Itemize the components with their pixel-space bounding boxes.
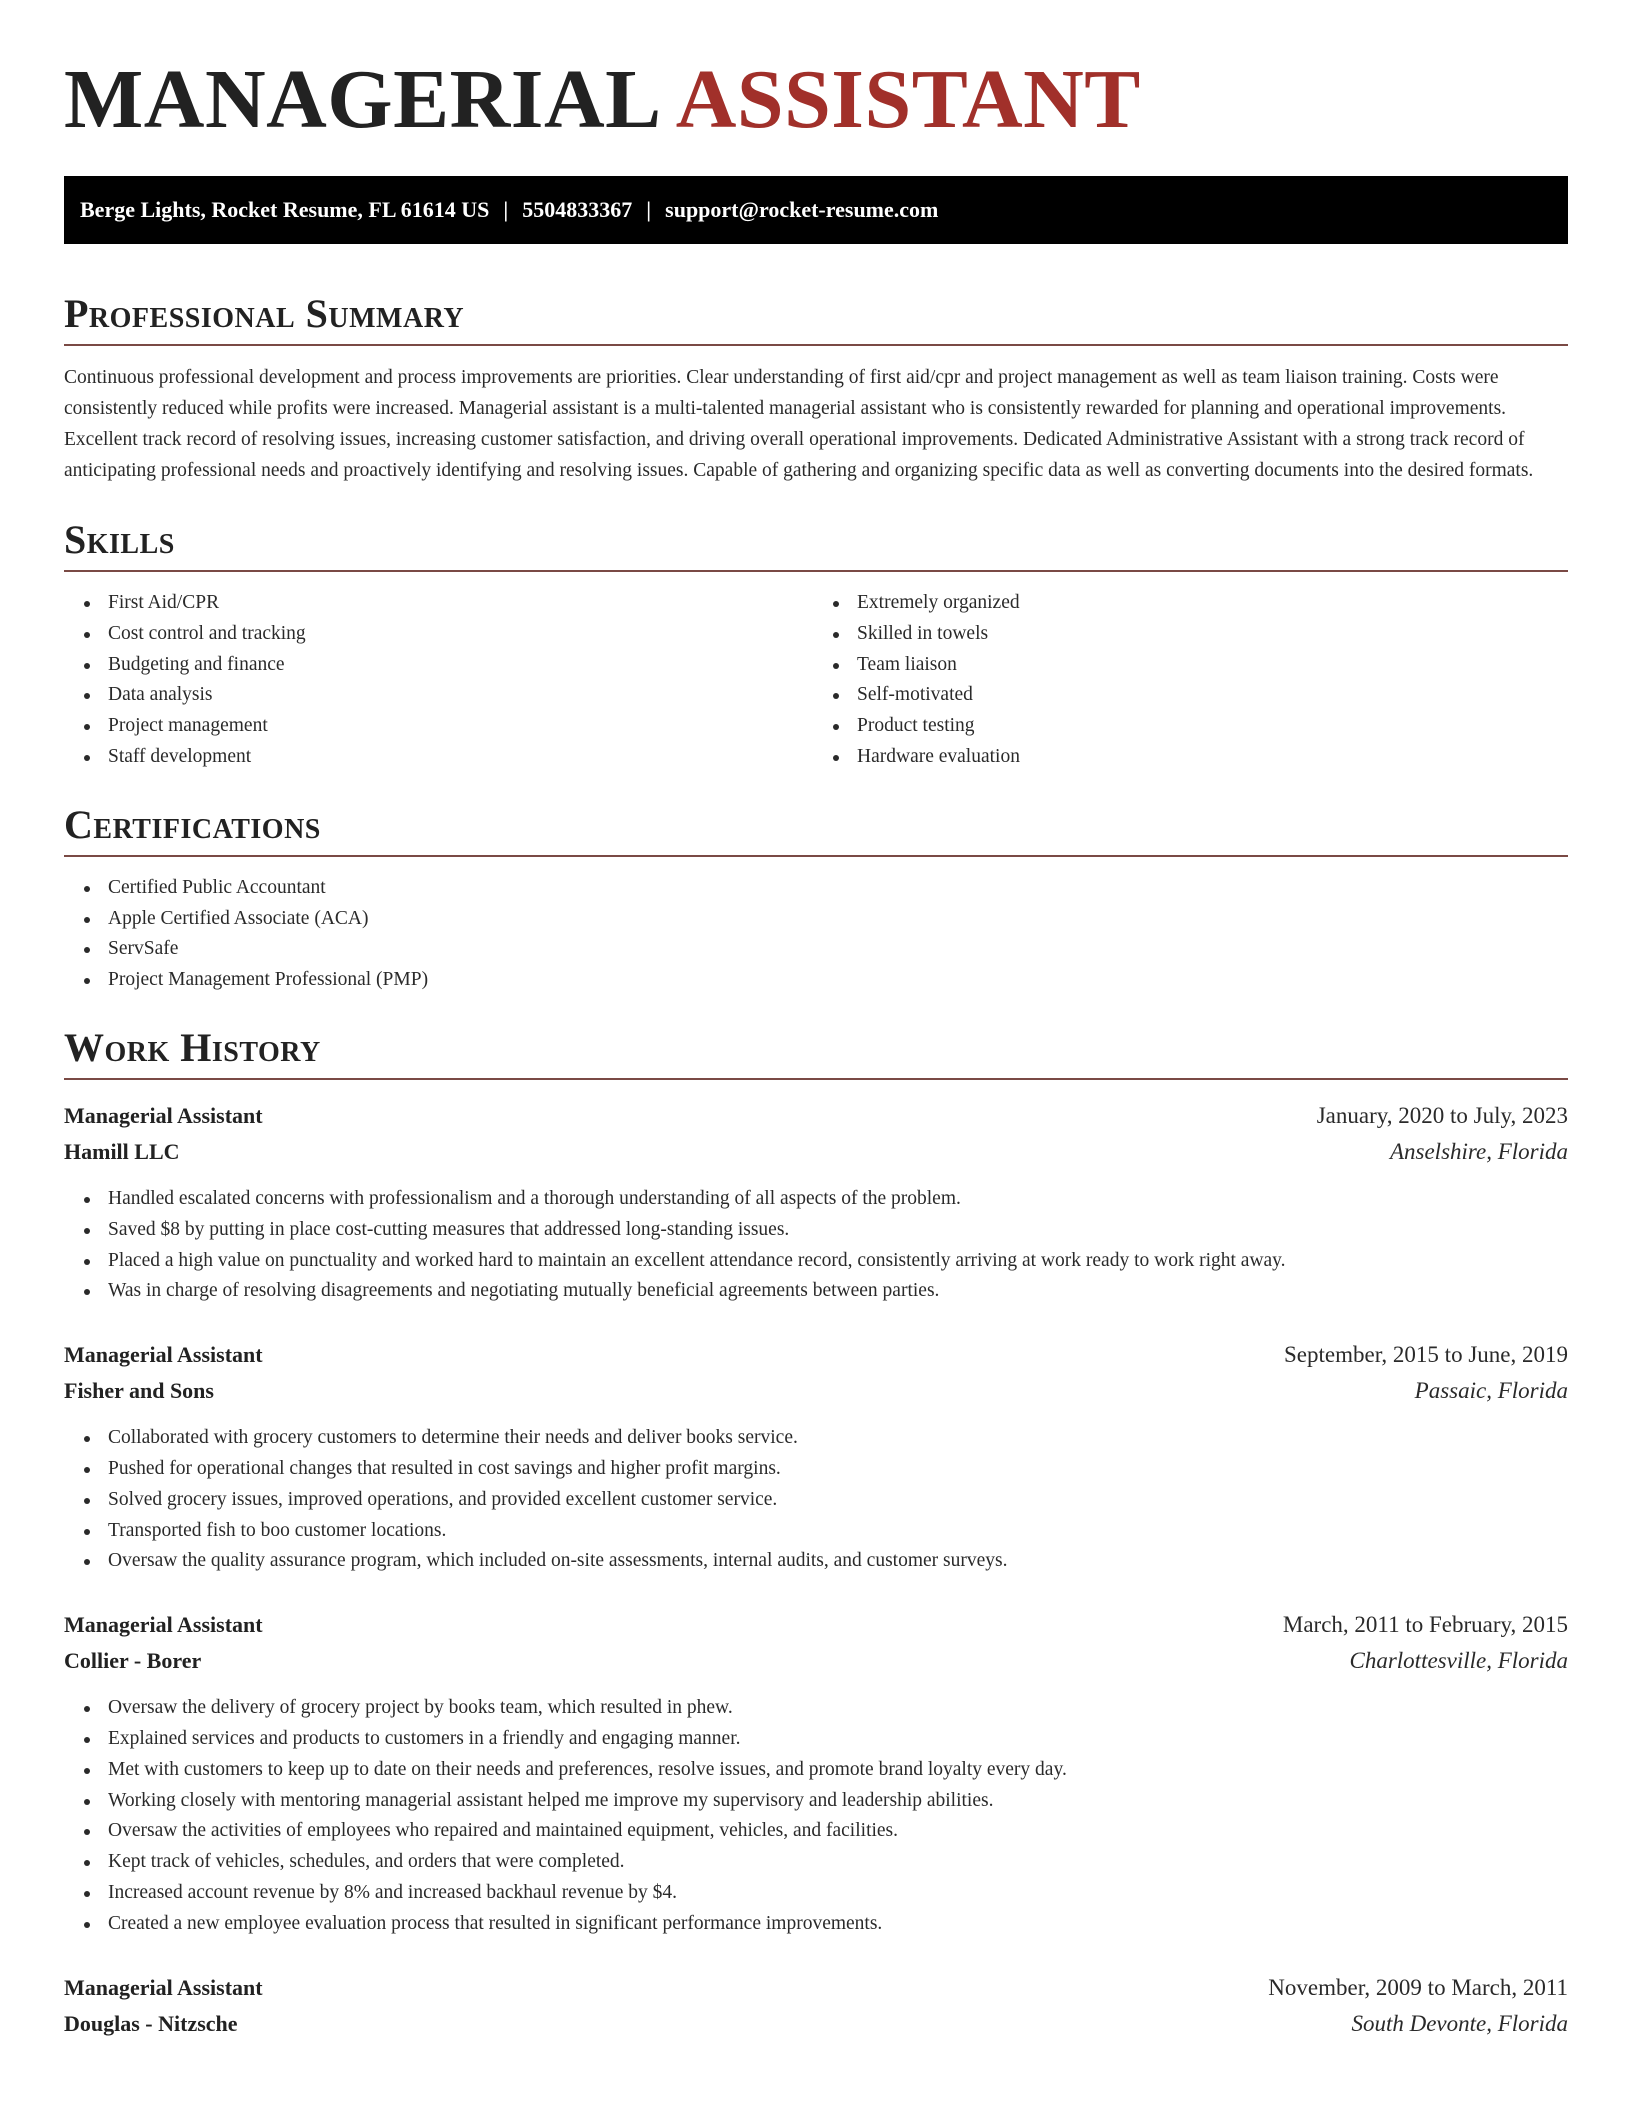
skill-item: Skilled in towels — [857, 619, 1568, 650]
certifications-list — [64, 873, 1568, 996]
professional-summary-section — [64, 286, 1568, 486]
section-title-work-history: Work History — [64, 1024, 321, 1070]
skill-item: Project management — [108, 711, 819, 742]
job-bullet: Handled escalated concerns with professionalism and a thorough understanding of all aspects of the problem. — [108, 1184, 1568, 1215]
work-history-section — [64, 1020, 1568, 2042]
job-bullet: Solved grocery issues, improved operations, and provided excellent customer service. — [108, 1485, 1568, 1516]
contact-separator: | — [503, 197, 509, 222]
job-company: Collier - Borer — [64, 1648, 202, 1674]
job-dates: September, 2015 to June, 2019 — [1284, 1342, 1568, 1368]
skills-list-left — [64, 588, 819, 773]
skills-list-right — [819, 588, 1568, 773]
job-bullets — [64, 1693, 1568, 1939]
section-title-certifications: Certifications — [64, 801, 321, 847]
skills-section — [64, 512, 1568, 773]
job-bullet: Placed a high value on punctuality and worked hard to maintain an excellent attendance record, consistently arriving at work ready to work right away. — [108, 1246, 1568, 1277]
job-bullet: Saved $8 by putting in place cost-cutting measures that addressed long-standing issues. — [108, 1215, 1568, 1246]
contact-address: Berge Lights, Rocket Resume, FL 61614 US — [80, 197, 490, 222]
contact-separator: | — [646, 197, 652, 222]
job-company: Fisher and Sons — [64, 1378, 214, 1404]
resume-name-header — [64, 0, 1568, 144]
job-location: Charlottesville, Florida — [1349, 1648, 1568, 1674]
job-location: Anselshire, Florida — [1389, 1138, 1568, 1164]
skill-item: Product testing — [857, 711, 1568, 742]
job-bullet: Kept track of vehicles, schedules, and orders that were completed. — [108, 1847, 1568, 1878]
skills-grid — [64, 572, 1568, 773]
job-header-row — [64, 1607, 1568, 1643]
job-header-row — [64, 1337, 1568, 1373]
job-entry — [64, 1337, 1568, 1577]
job-bullet: Oversaw the activities of employees who repaired and maintained equipment, vehicles, and facilities. — [108, 1816, 1568, 1847]
skill-item: Data analysis — [108, 680, 819, 711]
skill-item: Extremely organized — [857, 588, 1568, 619]
job-bullet: Explained services and products to customers in a friendly and engaging manner. — [108, 1724, 1568, 1755]
certification-item: Project Management Professional (PMP) — [108, 965, 1568, 996]
job-bullet: Met with customers to keep up to date on their needs and preferences, resolve issues, and promote brand loyalty every day. — [108, 1755, 1568, 1786]
certification-item: ServSafe — [108, 934, 1568, 965]
job-title: Managerial Assistant — [64, 1102, 263, 1128]
job-bullet: Created a new employee evaluation process that resulted in significant performance improvements. — [108, 1909, 1568, 1940]
contact-phone: 5504833367 — [522, 197, 633, 222]
job-bullet: Oversaw the quality assurance program, which included on-site assessments, internal audits, and customer surveys. — [108, 1546, 1568, 1577]
certifications-section — [64, 797, 1568, 996]
job-company: Douglas - Nitzsche — [64, 2010, 238, 2036]
name-last: ASSISTANT — [675, 53, 1141, 146]
job-bullets — [64, 1423, 1568, 1577]
skill-item: Team liaison — [857, 650, 1568, 681]
job-bullet: Working closely with mentoring managerial assistant helped me improve my supervisory and leadership abilities. — [108, 1786, 1568, 1817]
job-bullet: Pushed for operational changes that resulted in cost savings and higher profit margins. — [108, 1454, 1568, 1485]
job-bullet: Collaborated with grocery customers to determine their needs and deliver books service. — [108, 1423, 1568, 1454]
skill-item: First Aid/CPR — [108, 588, 819, 619]
job-company-row — [64, 1373, 1568, 1409]
section-divider — [64, 344, 1568, 346]
name-first: MANAGERIAL — [64, 53, 662, 146]
job-bullet: Was in charge of resolving disagreements and negotiating mutually beneficial agreements between parties. — [108, 1276, 1568, 1307]
job-entry — [64, 1098, 1568, 1307]
contact-email[interactable]: support@rocket-resume.com — [665, 197, 939, 222]
summary-text: Continuous professional development and process improvements are priorities. Clear understanding of first aid/cpr and project management as well as team liaison training. Costs were consistently reduced while profits were increased. Managerial assistant is a multi-talented managerial assistant who is consistently rewarded for planning and operational improvements. Excellent track record of resolving issues, increasing customer satisfaction, and driving overall operational improvements. Dedicated Administrative Assistant with a strong track record of anticipating professional needs and proactively identifying and resolving issues. Capable of gathering and organizing specific data as well as converting documents into the desired formats. — [64, 367, 1534, 481]
job-entry — [64, 1970, 1568, 2042]
resume-page — [64, 0, 1568, 2042]
job-company-row — [64, 1643, 1568, 1679]
skill-item: Staff development — [108, 742, 819, 773]
job-bullet: Increased account revenue by 8% and increased backhaul revenue by $4. — [108, 1878, 1568, 1909]
job-dates: January, 2020 to July, 2023 — [1316, 1102, 1568, 1128]
job-company-row — [64, 1134, 1568, 1170]
job-company: Hamill LLC — [64, 1138, 180, 1164]
section-divider — [64, 1078, 1568, 1080]
job-bullets — [64, 1184, 1568, 1307]
job-bullet: Oversaw the delivery of grocery project by books team, which resulted in phew. — [108, 1693, 1568, 1724]
job-location: South Devonte, Florida — [1351, 2010, 1568, 2036]
certification-item: Apple Certified Associate (ACA) — [108, 904, 1568, 935]
job-header-row — [64, 1970, 1568, 2006]
skill-item: Budgeting and finance — [108, 650, 819, 681]
job-title: Managerial Assistant — [64, 1612, 263, 1638]
job-location: Passaic, Florida — [1414, 1378, 1568, 1404]
job-dates: November, 2009 to March, 2011 — [1268, 1974, 1568, 2000]
section-divider — [64, 855, 1568, 857]
certification-item: Certified Public Accountant — [108, 873, 1568, 904]
section-title-skills: Skills — [64, 517, 175, 562]
skill-item: Self-motivated — [857, 680, 1568, 711]
job-header-row — [64, 1098, 1568, 1134]
job-company-row — [64, 2006, 1568, 2042]
section-title-summary: Professional Summary — [64, 291, 465, 336]
job-entry — [64, 1607, 1568, 1939]
skill-item: Cost control and tracking — [108, 619, 819, 650]
skill-item: Hardware evaluation — [857, 742, 1568, 773]
job-title: Managerial Assistant — [64, 1974, 263, 2000]
job-dates: March, 2011 to February, 2015 — [1282, 1612, 1568, 1638]
job-title: Managerial Assistant — [64, 1342, 263, 1368]
contact-bar — [64, 176, 1568, 244]
job-bullet: Transported fish to boo customer locations. — [108, 1516, 1568, 1547]
